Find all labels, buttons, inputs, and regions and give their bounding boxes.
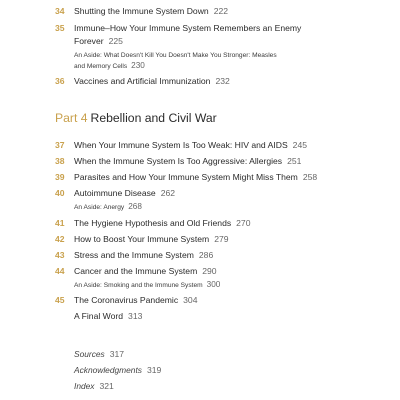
toc-entry-sources[interactable] <box>74 349 124 360</box>
page-number: 222 <box>213 6 229 16</box>
chapter-number: 35 <box>55 23 65 33</box>
chapter-title-continued: Forever <box>74 36 104 46</box>
page-number: 317 <box>109 349 125 359</box>
chapter-number: 42 <box>55 234 65 244</box>
back-matter-title: Index <box>74 381 95 391</box>
aside-title: An Aside: Smoking and the Immune System <box>74 282 203 289</box>
page-number: 321 <box>99 381 114 391</box>
page-number: 245 <box>292 140 308 150</box>
chapter-number: 44 <box>55 266 65 276</box>
chapter-title: The Coronavirus Pandemic <box>74 295 179 305</box>
part-heading <box>55 111 217 126</box>
page-number: 313 <box>128 311 143 321</box>
part-name: Rebellion and Civil War <box>90 111 217 125</box>
chapter-title: How to Boost Your Immune System <box>74 234 210 244</box>
toc-entry-index[interactable] <box>74 381 114 392</box>
chapter-title: Immune–How Your Immune System Remembers an Enemy <box>74 23 302 33</box>
chapter-number: 39 <box>55 172 65 182</box>
chapter-number: 38 <box>55 156 65 166</box>
chapter-number: 40 <box>55 188 65 198</box>
page-number: 279 <box>214 234 229 244</box>
page-number: 262 <box>160 188 176 198</box>
page-number: 290 <box>202 266 217 276</box>
page-number: 304 <box>183 295 198 305</box>
chapter-number: 43 <box>55 250 65 260</box>
chapter-title: Cancer and the Immune System <box>74 266 198 276</box>
chapter-title: A Final Word <box>74 311 124 321</box>
page-number: 319 <box>146 365 162 375</box>
chapter-title: Vaccines and Artificial Immunization <box>74 76 211 86</box>
chapter-number: 36 <box>55 76 65 86</box>
page-number: 232 <box>215 76 230 86</box>
part-label: Part 4 <box>55 111 88 125</box>
back-matter-title: Acknowledgments <box>74 365 142 375</box>
page-number: 286 <box>198 250 214 260</box>
page-number: 251 <box>287 156 302 166</box>
aside-title: An Aside: Anergy <box>74 204 125 211</box>
chapter-number: 45 <box>55 295 65 305</box>
page-number: 225 <box>108 36 123 46</box>
chapter-number: 41 <box>55 218 65 228</box>
toc-entry-acknowledgments[interactable] <box>74 365 161 376</box>
chapter-number: 34 <box>55 6 65 16</box>
page-number: 258 <box>302 172 318 182</box>
chapter-title: Autoimmune Disease <box>74 188 156 198</box>
page-number: 230 <box>131 61 145 70</box>
chapter-title: Shutting the Immune System Down <box>74 6 209 16</box>
chapter-title: Parasites and How Your Immune System Might Miss Them <box>74 172 298 182</box>
back-matter-title: Sources <box>74 349 105 359</box>
chapter-number: 37 <box>55 140 65 150</box>
chapter-title: Stress and the Immune System <box>74 250 194 260</box>
aside-title: An Aside: What Doesn't Kill You Doesn't Make You Stronger: Measles <box>74 52 277 59</box>
page-number: 300 <box>206 280 221 289</box>
page-number: 268 <box>128 202 142 211</box>
chapter-title: The Hygiene Hypothesis and Old Friends <box>74 218 232 228</box>
chapter-title: When Your Immune System Is Too Weak: HIV and AIDS <box>74 140 288 150</box>
aside-title-continued: and Memory Cells <box>74 63 128 70</box>
page-number: 270 <box>236 218 251 228</box>
chapter-title: When the Immune System Is Too Aggressive: Allergies <box>74 156 283 166</box>
